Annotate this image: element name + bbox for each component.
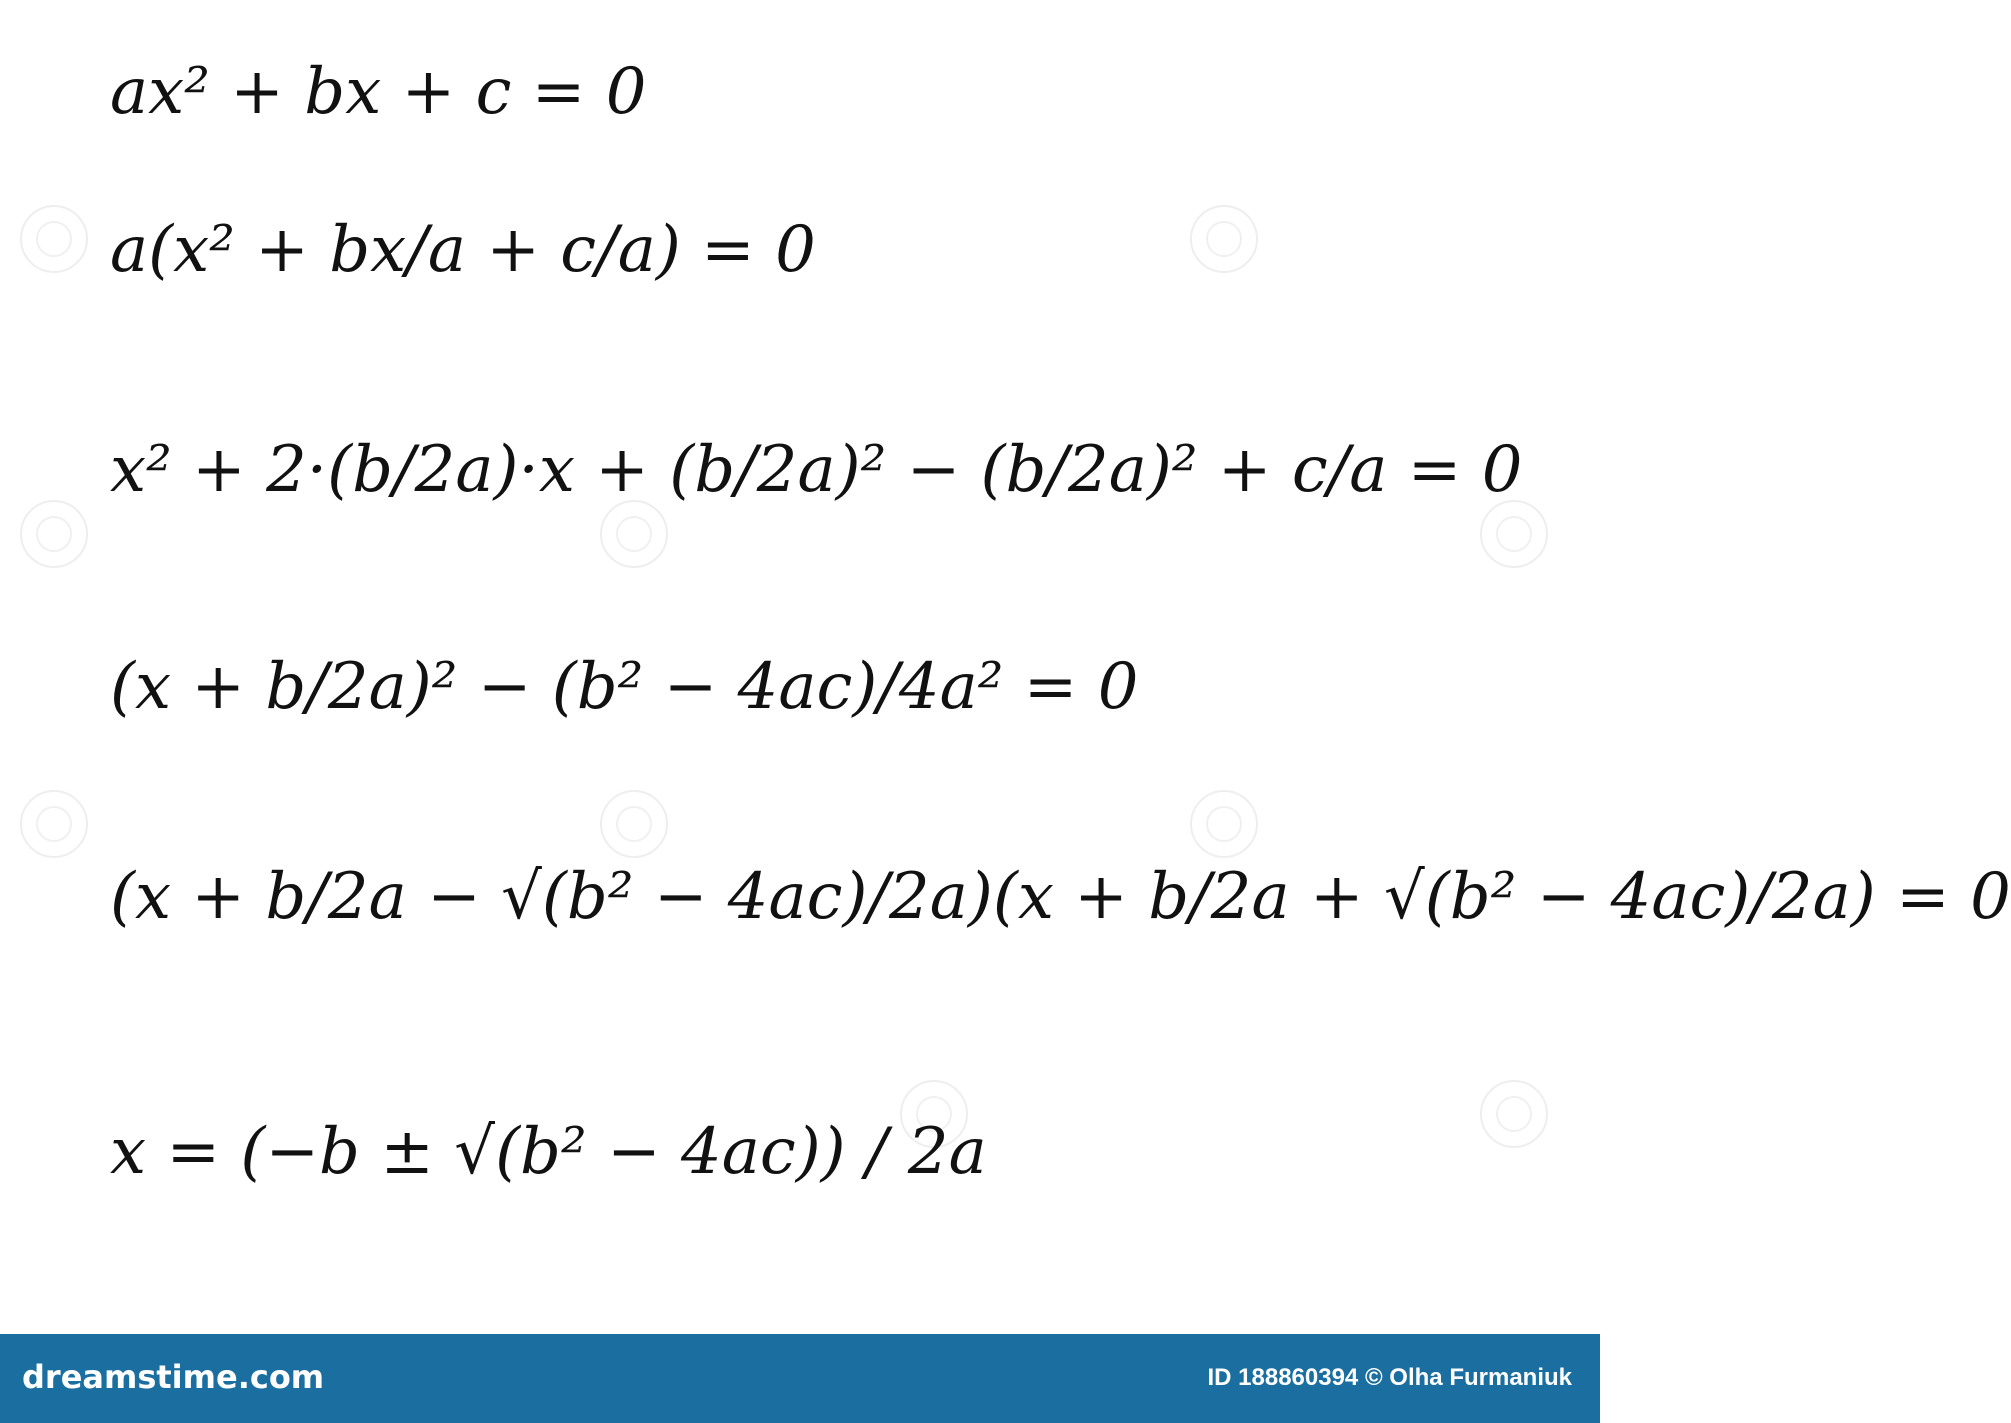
watermark-icon <box>600 790 668 858</box>
image-credit: ID 188860394 © Olha Furmaniuk <box>1207 1364 1572 1391</box>
equation-standard-form: ax² + bx + c = 0 <box>110 55 647 129</box>
watermark-icon <box>1190 205 1258 273</box>
watermark-icon <box>1480 1080 1548 1148</box>
watermark-icon <box>1190 790 1258 858</box>
equation-factor-a: a(x² + bx/a + c/a) = 0 <box>110 213 816 287</box>
watermark-icon <box>20 500 88 568</box>
equation-complete-square: x² + 2·(b/2a)·x + (b/2a)² − (b/2a)² + c/a = 0 <box>110 433 1523 507</box>
equation-quadratic-formula: x = (−b ± √(b² − 4ac)) / 2a <box>110 1115 987 1189</box>
equation-factored: (x + b/2a − √(b² − 4ac)/2a)(x + b/2a + √(b² − 4ac)/2a) = 0 <box>110 860 2011 934</box>
footer-bar <box>0 1334 1600 1423</box>
watermark-icon <box>20 205 88 273</box>
brand-logo: dreamstime.com <box>22 1358 325 1396</box>
equation-square-form: (x + b/2a)² − (b² − 4ac)/4a² = 0 <box>110 650 1139 724</box>
watermark-icon <box>600 500 668 568</box>
watermark-icon <box>1480 500 1548 568</box>
watermark-icon <box>20 790 88 858</box>
